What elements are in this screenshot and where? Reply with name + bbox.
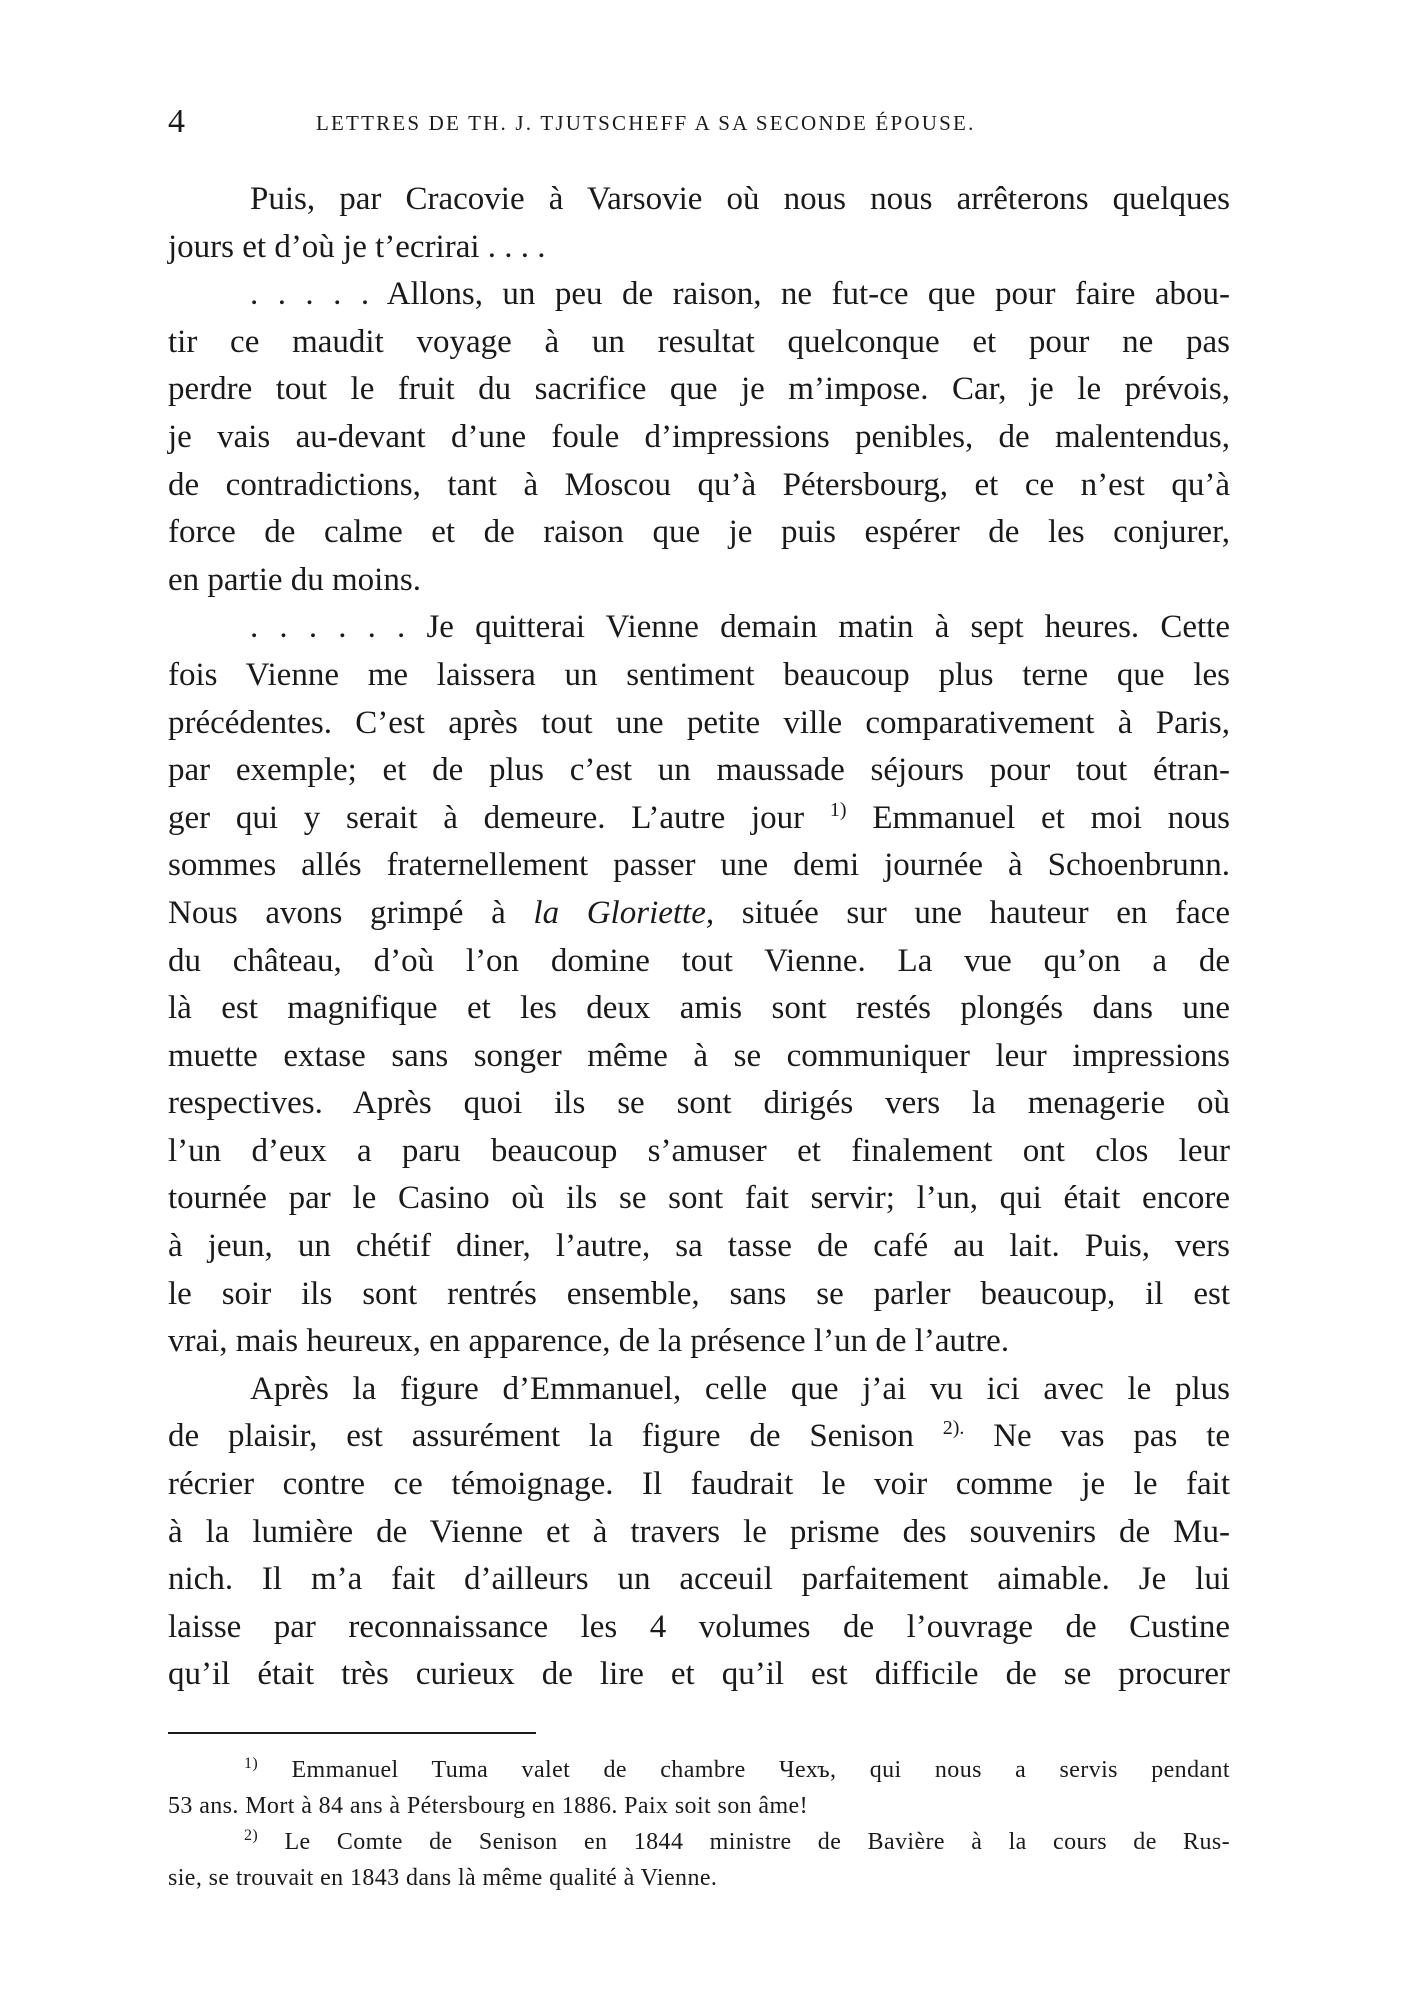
text-segment: Ne vas pas te — [993, 1418, 1231, 1455]
footnotes — [168, 1752, 1230, 1896]
text-line: par exemple; et de plus c’est un maussade séjours pour tout étran- — [168, 752, 1230, 789]
text-line: à la lumière de Vienne et à travers le prisme des souvenirs de Mu- — [168, 1513, 1230, 1550]
footnote-ref-2: 2). — [942, 1417, 965, 1440]
text-line: nich. Il m’a fait d’ailleurs un acceuil parfaitement aimable. Je lui — [168, 1561, 1230, 1598]
text-line: je vais au-devant d’une foule d’impressions penibles, de malentendus, — [168, 418, 1230, 455]
text-line: tournée par le Casino où ils se sont fait servir; l’un, qui était encore — [168, 1180, 1230, 1217]
text-line: respectives. Après quoi ils se sont dirigés vers la menagerie où — [168, 1085, 1230, 1122]
footnote-ref-1: 1) — [829, 798, 847, 821]
running-title: LETTRES DE TH. J. TJUTSCHEFF A SA SECONDE ÉPOUSE. — [316, 111, 976, 135]
page-header — [168, 102, 1230, 142]
text-line: du château, d’où l’on domine tout Vienne. La vue qu’on a de — [168, 942, 1230, 979]
text-line: en partie du moins. — [168, 561, 421, 598]
text-line-with-italic — [168, 890, 1230, 938]
footnote-2 — [168, 1824, 1230, 1860]
body-text — [168, 176, 1230, 1699]
text-line: l’un d’eux a paru beaucoup s’amuser et finalement ont clos leur — [168, 1132, 1230, 1169]
text-line: qu’il était très curieux de lire et qu’il est difficile de se procurer — [168, 1656, 1230, 1693]
text-line: à jeun, un chétif diner, l’autre, sa tasse de café au lait. Puis, vers — [168, 1228, 1230, 1265]
text-line: précédentes. C’est après tout une petite ville comparativement à Paris, — [168, 704, 1230, 741]
text-line: là est magnifique et les deux amis sont restés plongés dans une — [168, 990, 1230, 1027]
italic-place-name: la Gloriette, — [533, 894, 715, 931]
text-line: tir ce maudit voyage à un resultat quelconque et pour ne pas — [168, 323, 1230, 360]
text-segment: Emmanuel et moi nous — [872, 799, 1231, 836]
footnote-text: sie, se trouvait en 1843 dans là même qualité à Vienne. — [168, 1865, 718, 1891]
text-line: vrai, mais heureux, en apparence, de la présence l’un de l’autre. — [168, 1323, 1010, 1360]
text-segment: Nous avons grimpé à — [168, 894, 506, 931]
text-line: . . . . . Allons, un peu de raison, ne fut-ce que pour faire abou- — [250, 276, 1230, 313]
text-segment: située sur une hauteur en face — [741, 894, 1231, 931]
footnote-text: Le Comte de Senison en 1844 ministre de Bavière à la cours de Rus- — [284, 1829, 1230, 1855]
text-segment: ger qui y serait à demeure. L’autre jour — [168, 799, 805, 836]
text-line: le soir ils sont rentrés ensemble, sans se parler beaucoup, il est — [168, 1275, 1230, 1312]
text-line: sommes allés fraternellement passer une demi journée à Schoenbrunn. — [168, 847, 1230, 884]
footnote-marker: 2) — [244, 1827, 259, 1844]
footnote-text: 53 ans. Mort à 84 ans à Pétersbourg en 1886. Paix soit son âme! — [168, 1793, 809, 1819]
text-line: force de calme et de raison que je puis espérer de les conjurer, — [168, 514, 1230, 551]
text-line: jours et d’où je t’ecrirai . . . . — [168, 228, 546, 265]
text-line-with-footnote-ref — [168, 795, 1230, 843]
footnote-1 — [168, 1752, 1230, 1788]
text-segment: de plaisir, est assurément la figure de Senison — [168, 1418, 914, 1455]
page-number: 4 — [168, 103, 185, 140]
footnote-marker: 1) — [244, 1755, 259, 1772]
text-line: perdre tout le fruit du sacrifice que je m’impose. Car, je le prévois, — [168, 371, 1230, 408]
text-line: . . . . . . Je quitterai Vienne demain matin à sept heures. Cette — [250, 609, 1230, 646]
text-line: Après la figure d’Emmanuel, celle que j’ai vu ici avec le plus — [250, 1370, 1230, 1407]
text-line: fois Vienne me laissera un sentiment beaucoup plus terne que les — [168, 656, 1230, 693]
footnote-text: Emmanuel Tuma valet de chambre Чехъ, qui nous a servis pendant — [291, 1757, 1230, 1783]
text-line: récrier contre ce témoignage. Il faudrait le voir comme je le fait — [168, 1466, 1230, 1503]
footnote-divider — [168, 1732, 536, 1734]
text-line: de contradictions, tant à Moscou qu’à Pétersbourg, et ce n’est qu’à — [168, 466, 1230, 503]
text-line-with-footnote-ref — [168, 1413, 1230, 1461]
text-line: muette extase sans songer même à se communiquer leur impressions — [168, 1037, 1230, 1074]
text-line: laisse par reconnaissance les 4 volumes de l’ouvrage de Custine — [168, 1608, 1230, 1645]
text-line: Puis, par Cracovie à Varsovie où nous nous arrêterons quelques — [250, 181, 1230, 217]
